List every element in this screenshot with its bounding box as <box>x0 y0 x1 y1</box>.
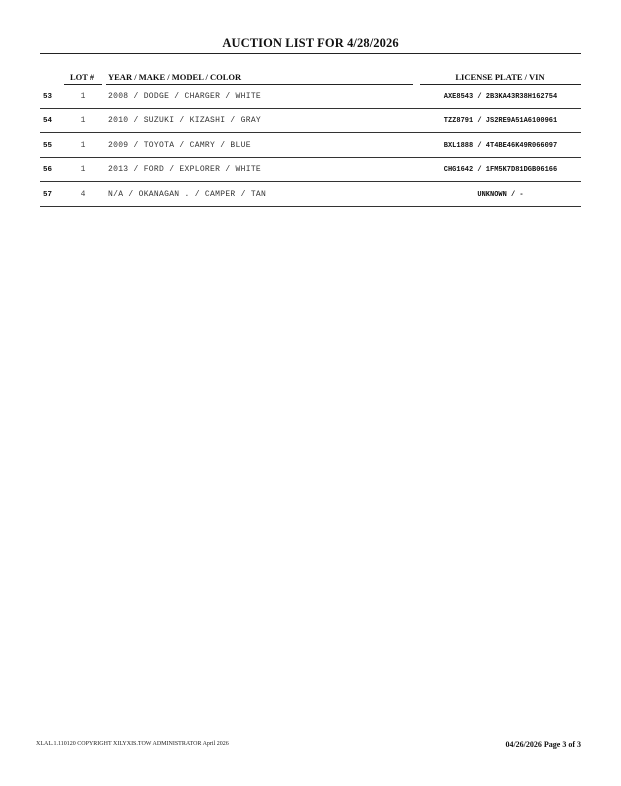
vehicle-description: 2013 / FORD / EXPLORER / WHITE <box>108 165 262 174</box>
row-number: 57 <box>43 191 53 199</box>
lot-number: 1 <box>80 116 86 125</box>
row-divider <box>40 132 581 133</box>
plate-vin: CHG1642 / 1FM5K7D81DGB06166 <box>443 166 558 174</box>
footer-page-info: 04/26/2026 Page 3 of 3 <box>505 740 581 749</box>
footer-copyright: XLAL.1.110120 COPYRIGHT XILYXIS.TOW ADMINISTRATOR April 2026 <box>36 741 229 747</box>
table-row <box>0 134 621 158</box>
vehicle-description: 2010 / SUZUKI / KIZASHI / GRAY <box>108 116 262 125</box>
plate-vin: AXE8543 / 2B3KA43R38H162754 <box>443 93 558 101</box>
vehicle-description: 2009 / TOYOTA / CAMRY / BLUE <box>108 141 251 150</box>
plate-vin: TZZ8791 / JS2RE9A51A6100961 <box>443 117 558 125</box>
table-row <box>0 158 621 182</box>
table-row <box>0 183 621 207</box>
plate-vin: BXL1888 / 4T4BE46K49R066097 <box>443 142 558 150</box>
column-header-vehicle: YEAR / MAKE / MODEL / COLOR <box>108 72 242 82</box>
lot-number: 4 <box>80 190 86 199</box>
lot-number: 1 <box>80 92 86 101</box>
row-number: 55 <box>43 142 53 150</box>
vehicle-description: 2008 / DODGE / CHARGER / WHITE <box>108 92 262 101</box>
table-row <box>0 109 621 133</box>
column-header-lot: LOT # <box>70 72 95 82</box>
plate-vin: UNKNOWN / - <box>477 191 524 199</box>
vehicle-description: N/A / OKANAGAN . / CAMPER / TAN <box>108 190 267 199</box>
row-number: 54 <box>43 117 53 125</box>
row-number: 56 <box>43 166 53 174</box>
table-row <box>0 85 621 109</box>
page-title: AUCTION LIST FOR 4/28/2026 <box>222 36 399 50</box>
column-header-plate: LICENSE PLATE / VIN <box>455 72 545 82</box>
row-divider <box>40 206 581 207</box>
row-divider <box>40 181 581 182</box>
row-number: 53 <box>43 93 53 101</box>
lot-number: 1 <box>80 165 86 174</box>
title-divider <box>40 53 581 54</box>
lot-number: 1 <box>80 141 86 150</box>
